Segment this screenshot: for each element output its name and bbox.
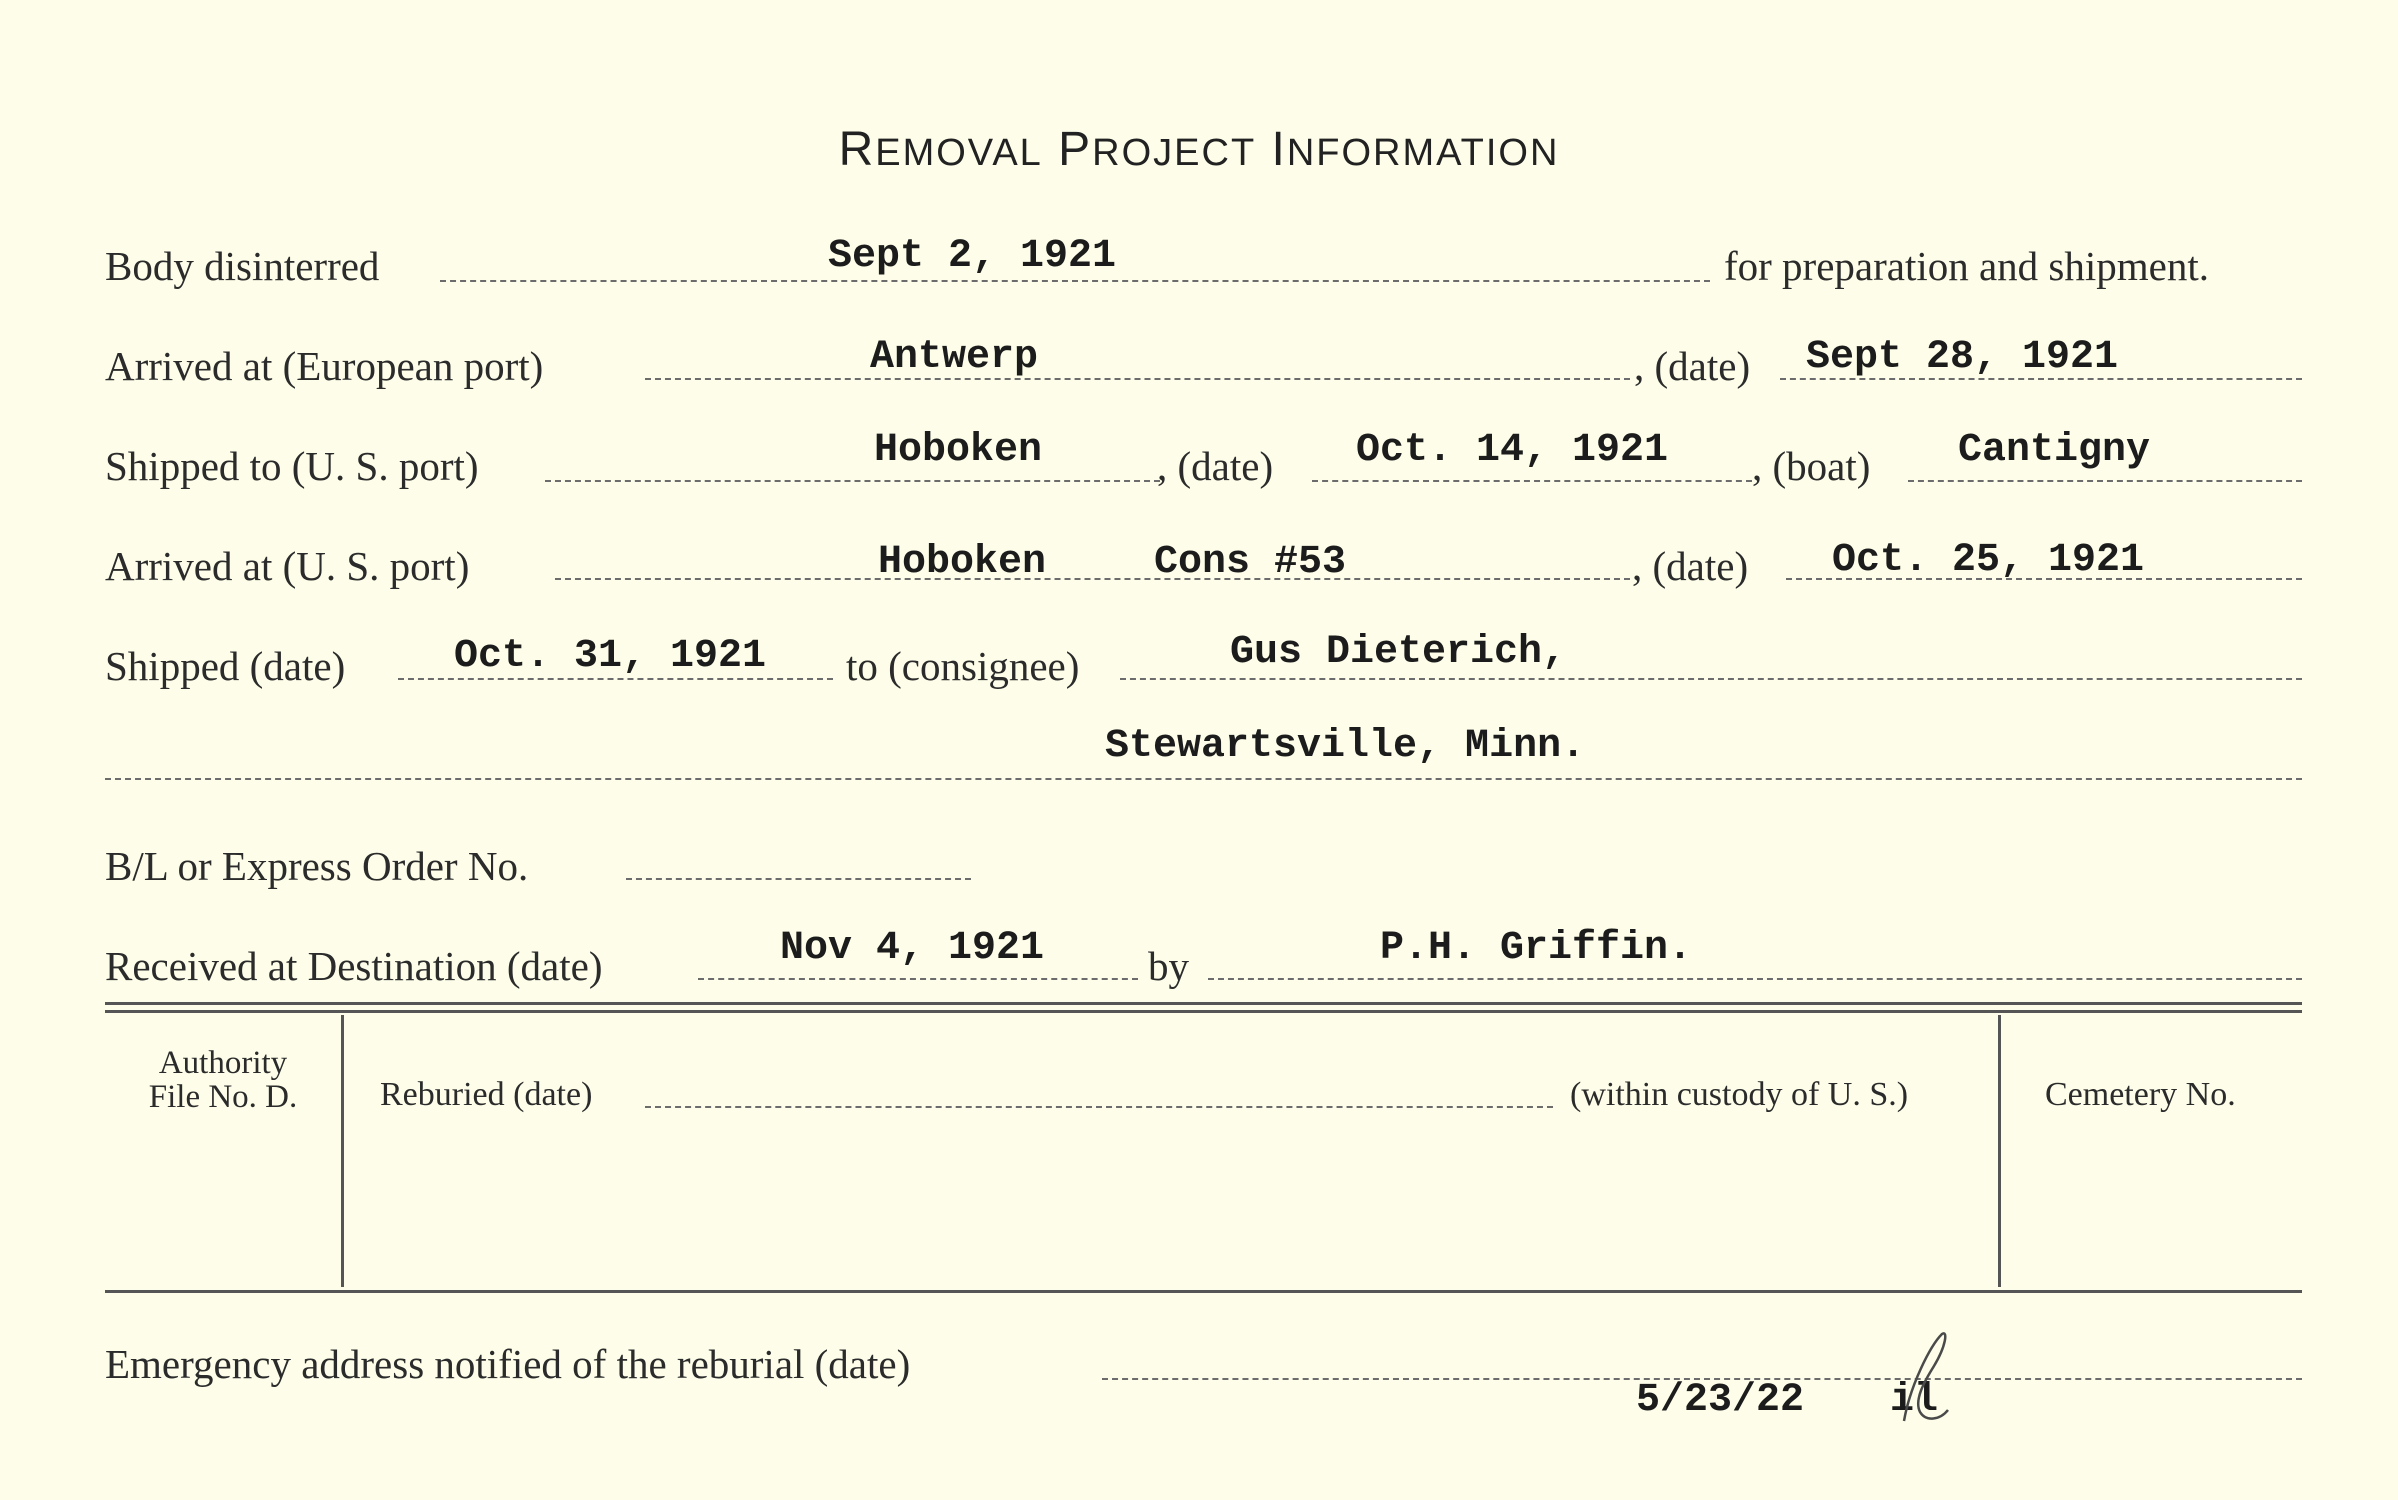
- shipped-date-value: Oct. 31, 1921: [454, 634, 767, 679]
- consignee-line: [1120, 678, 2302, 680]
- bl-order-label: B/L or Express Order No.: [105, 843, 529, 889]
- table-top-rule-second: [105, 1010, 2302, 1013]
- authority-label: Authority: [158, 1045, 288, 1081]
- received-date-line: [698, 978, 1138, 980]
- us-port-shipped-line: [545, 480, 1160, 482]
- us-port-shipped-value: Hoboken: [874, 428, 1043, 473]
- table-top-rule: [105, 1002, 2302, 1005]
- title-word-information: NFORMATION: [1286, 132, 1560, 174]
- title-initial-r: R: [838, 123, 876, 176]
- us-port-arrived-date-value: Oct. 25, 1921: [1832, 538, 2145, 583]
- european-port-value: Antwerp: [870, 335, 1039, 380]
- consignee-address: Stewartsville, Minn.: [1105, 724, 1586, 769]
- title-initial-i: I: [1256, 123, 1287, 176]
- body-disinterred-value: Sept 2, 1921: [828, 234, 1117, 279]
- emergency-address-date-value: 5/23/22: [1636, 1378, 1805, 1423]
- page-title: [0, 122, 2398, 177]
- us-port-arrived-line: [555, 578, 1630, 580]
- european-port-label: Arrived at (European port): [105, 343, 544, 389]
- us-port-shipped-date-label: , (date): [1157, 443, 1274, 489]
- file-no-label: File No. D.: [148, 1079, 298, 1115]
- european-port-date-label: , (date): [1634, 343, 1751, 389]
- received-by-value: P.H. Griffin.: [1380, 926, 1693, 971]
- shipped-date-label: Shipped (date): [105, 643, 346, 689]
- european-port-line: [645, 378, 1630, 380]
- handwritten-mark-icon: [1890, 1326, 1960, 1426]
- column-divider-left: [341, 1015, 344, 1287]
- consignment-number: Cons #53: [1154, 540, 1347, 585]
- received-date-value: Nov 4, 1921: [780, 926, 1045, 971]
- title-word-project: ROJECT: [1092, 132, 1257, 174]
- table-bottom-rule: [105, 1290, 2302, 1293]
- emergency-address-label: Emergency address notified of the reburial (date): [105, 1341, 911, 1387]
- reburied-date-line: [645, 1106, 1553, 1108]
- boat-line: [1908, 480, 2302, 482]
- boat-label: , (boat): [1752, 443, 1871, 489]
- title-initial-p: P: [1042, 123, 1093, 176]
- preparation-shipment-label: for preparation and shipment.: [1724, 243, 2210, 289]
- boat-value: Cantigny: [1958, 428, 2151, 473]
- cemetery-no-label: Cemetery No.: [2045, 1076, 2236, 1113]
- reburied-date-label: Reburied (date): [380, 1076, 593, 1113]
- us-port-arrived-date-label: , (date): [1632, 543, 1749, 589]
- authority-file-label: [112, 1046, 334, 1114]
- consignee-value: Gus Dieterich,: [1230, 630, 1567, 675]
- received-by-label: by: [1148, 943, 1189, 989]
- title-word-removal: EMOVAL: [875, 132, 1043, 174]
- us-port-arrived-label: Arrived at (U. S. port): [105, 543, 470, 589]
- clerk-initials: il: [1890, 1378, 1939, 1423]
- consignee-label: to (consignee): [846, 643, 1080, 689]
- bl-order-line: [626, 878, 971, 880]
- us-port-shipped-date-line: [1312, 480, 1752, 482]
- body-disinterred-line: [440, 280, 1710, 282]
- body-disinterred-label: Body disinterred: [105, 243, 380, 289]
- consignee-address-line: [105, 778, 2302, 780]
- european-port-date-value: Sept 28, 1921: [1806, 335, 2119, 380]
- us-port-arrived-value: Hoboken: [878, 540, 1047, 585]
- us-port-shipped-label: Shipped to (U. S. port): [105, 443, 479, 489]
- us-port-shipped-date-value: Oct. 14, 1921: [1356, 428, 1669, 473]
- received-by-line: [1208, 978, 2302, 980]
- column-divider-right: [1998, 1015, 2001, 1287]
- received-date-label: Received at Destination (date): [105, 943, 603, 989]
- custody-label: (within custody of U. S.): [1570, 1076, 1909, 1113]
